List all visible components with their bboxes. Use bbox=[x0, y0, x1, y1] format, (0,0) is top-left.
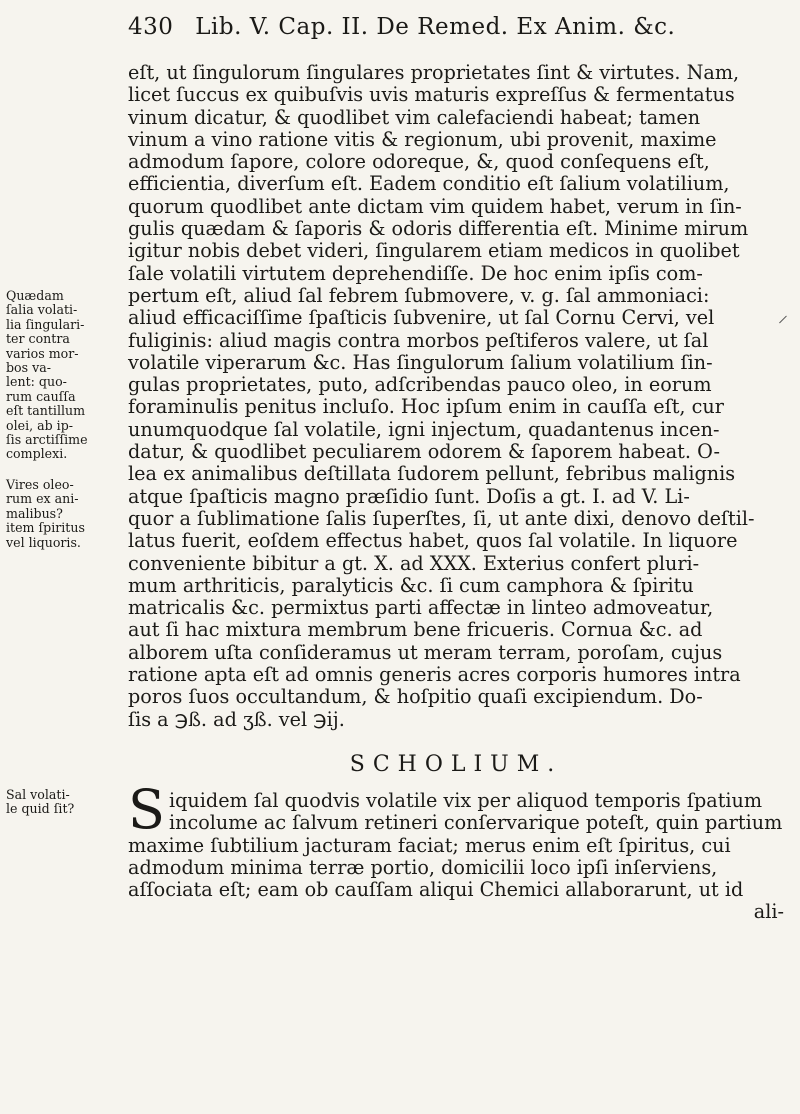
margin-note-line: complexi. bbox=[6, 446, 68, 462]
text-line: fuliginis: aliud magis contra morbos peſtiferos valere, ut ſal bbox=[128, 328, 709, 352]
text-line: mum arthriticis, paralyticis &c. ſi cum camphora & ſpiritu bbox=[128, 573, 694, 597]
page-number: 430 bbox=[128, 14, 174, 40]
margin-note-sal-volatile bbox=[6, 788, 118, 817]
margin-note-line: lia ſingulari- bbox=[6, 316, 85, 332]
margin-note-line: ter contra bbox=[6, 331, 70, 347]
margin-note-line: ſalia volati- bbox=[6, 302, 78, 318]
scholium-heading: SCHOLIUM. bbox=[349, 752, 563, 777]
margin-note-line: vel liquoris. bbox=[6, 534, 81, 550]
text-line: igitur nobis debet videri, ſingularem etiam medicos in quolibet bbox=[128, 239, 740, 263]
text-line: eſt, ut ſingulorum ſingulares proprietates ſint & virtutes. Nam, bbox=[128, 61, 740, 84]
drop-cap: S bbox=[128, 778, 165, 841]
text-line: lea ex animalibus deſtillata ſudorem pellunt, febribus malignis bbox=[128, 462, 736, 486]
text-line: incolume ac ſalvum retineri conſervarique poteſt, quin partium bbox=[169, 811, 783, 835]
text-line: gulas proprietates, puto, adſcribendas pauco oleo, in eorum bbox=[128, 373, 712, 397]
text-line: datur, & quodlibet peculiarem odorem & ſaporem habeat. O- bbox=[128, 440, 720, 464]
text-line: vinum dicatur, & quodlibet vim calefaciendi habeat; tamen bbox=[128, 105, 701, 129]
text-line: pertum eſt, aliud ſal febrem ſubmovere, v. g. ſal ammoniaci: bbox=[128, 283, 710, 307]
text-line: ſis a ℈ß. ad ʒß. vel ℈ij. bbox=[128, 707, 345, 731]
margin-note-line: Vires oleo- bbox=[6, 477, 74, 492]
text-line: admodum ſapore, colore odoreque, &, quod conſequens eſt, bbox=[128, 150, 710, 174]
margin-note-salia-volatilia bbox=[6, 289, 118, 462]
catchword: ali- bbox=[753, 900, 784, 924]
margin-note-vires-oleorum bbox=[6, 478, 118, 550]
margin-note-line: eſt tantillum bbox=[6, 403, 86, 419]
margin-note-line: varios mor- bbox=[6, 345, 79, 361]
text-line: admodum minima terræ portio, domicilii loco ipſi inſerviens, bbox=[128, 855, 718, 879]
text-line: quorum quodlibet ante dictam vim quidem habet, verum in ſin- bbox=[128, 194, 742, 218]
margin-note-line: rum ex ani- bbox=[6, 491, 79, 507]
margin-note-line: lent: quo- bbox=[6, 374, 67, 390]
text-line: quor a ſublimatione ſalis ſuperſtes, ſi, ut ante dixi, denovo deſtil- bbox=[128, 506, 755, 530]
text-line: iquidem ſal quodvis volatile vix per aliquod temporis ſpatium bbox=[169, 789, 763, 812]
text-line: aſſociata eſt; eam ob cauſſam aliqui Chemici allaborarunt, ut id bbox=[128, 878, 744, 902]
text-line: maxime ſubtilium jacturam faciat; merus enim eſt ſpiritus, cui bbox=[128, 833, 731, 857]
text-line: matricalis &c. permixtus parti affectæ in linteo admoveatur, bbox=[128, 596, 714, 620]
margin-note-line: le quid ſit? bbox=[6, 801, 75, 817]
margin-note-line: ſis arctiſſime bbox=[6, 432, 88, 448]
margin-note-line: olei, ab ip- bbox=[6, 417, 74, 433]
margin-note-line: Quædam bbox=[6, 288, 64, 303]
text-line: unumquodque ſal volatile, igni injectum, quadantenus incen- bbox=[128, 417, 720, 441]
margin-note-line: rum cauſſa bbox=[6, 388, 76, 404]
margin-note-line: malibus? bbox=[6, 505, 63, 521]
text-line: aut ſi hac mixtura membrum bene fricueris. Cornua &c. ad bbox=[128, 618, 703, 642]
text-line: latus fuerit, eoſdem effectus habet, quos ſal volatile. In liquore bbox=[128, 529, 738, 553]
text-line: poros ſuos occultandum, & hoſpitio quaſi excipiendum. Do- bbox=[128, 685, 703, 709]
text-line: atque ſpaſticis magno præſidio ſunt. Doſis a gt. I. ad V. Li- bbox=[128, 484, 690, 508]
text-line: volatile viperarum &c. Has ſingulorum ſalium volatilium ſin- bbox=[128, 350, 713, 374]
main-text bbox=[128, 62, 784, 731]
margin-note-line: item ſpiritus bbox=[6, 520, 85, 536]
text-line: ſale volatili virtutem deprehendiſſe. De hoc enim ipſis com- bbox=[128, 261, 703, 285]
text-line: efficientia, diverſum eſt. Eadem conditio eſt ſalium volatilium, bbox=[128, 172, 730, 196]
text-line: licet ſuccus ex quibuſvis uvis maturis expreſſus & fermentatus bbox=[128, 83, 735, 107]
text-line: alborem uſta conſideramus ut meram terram, poroſam, cujus bbox=[128, 640, 723, 664]
text-line: vinum a vino ratione vitis & regionum, ubi provenit, maxime bbox=[128, 127, 717, 151]
running-header bbox=[128, 14, 778, 40]
margin-note-line: bos va- bbox=[6, 360, 51, 376]
text-line: ratione apta eſt ad omnis generis acres corporis humores intra bbox=[128, 663, 741, 687]
running-title: Lib. V. Cap. II. De Remed. Ex Anim. &c. bbox=[195, 14, 676, 40]
text-line: conveniente bibitur a gt. X. ad XXX. Exterius confert pluri- bbox=[128, 551, 700, 575]
text-line: gulis quædam & ſaporis & odoris differentia eſt. Minime mirum bbox=[128, 217, 749, 241]
scholium-text bbox=[128, 778, 784, 924]
text-line: foraminulis penitus incluſo. Hoc ipſum enim in cauſſa eſt, cur bbox=[128, 395, 724, 419]
margin-note-line: Sal volati- bbox=[6, 787, 70, 802]
text-line: aliud efficaciſſime ſpaſticis ſubvenire, ut ſal Cornu Cervi, vel bbox=[128, 306, 715, 330]
